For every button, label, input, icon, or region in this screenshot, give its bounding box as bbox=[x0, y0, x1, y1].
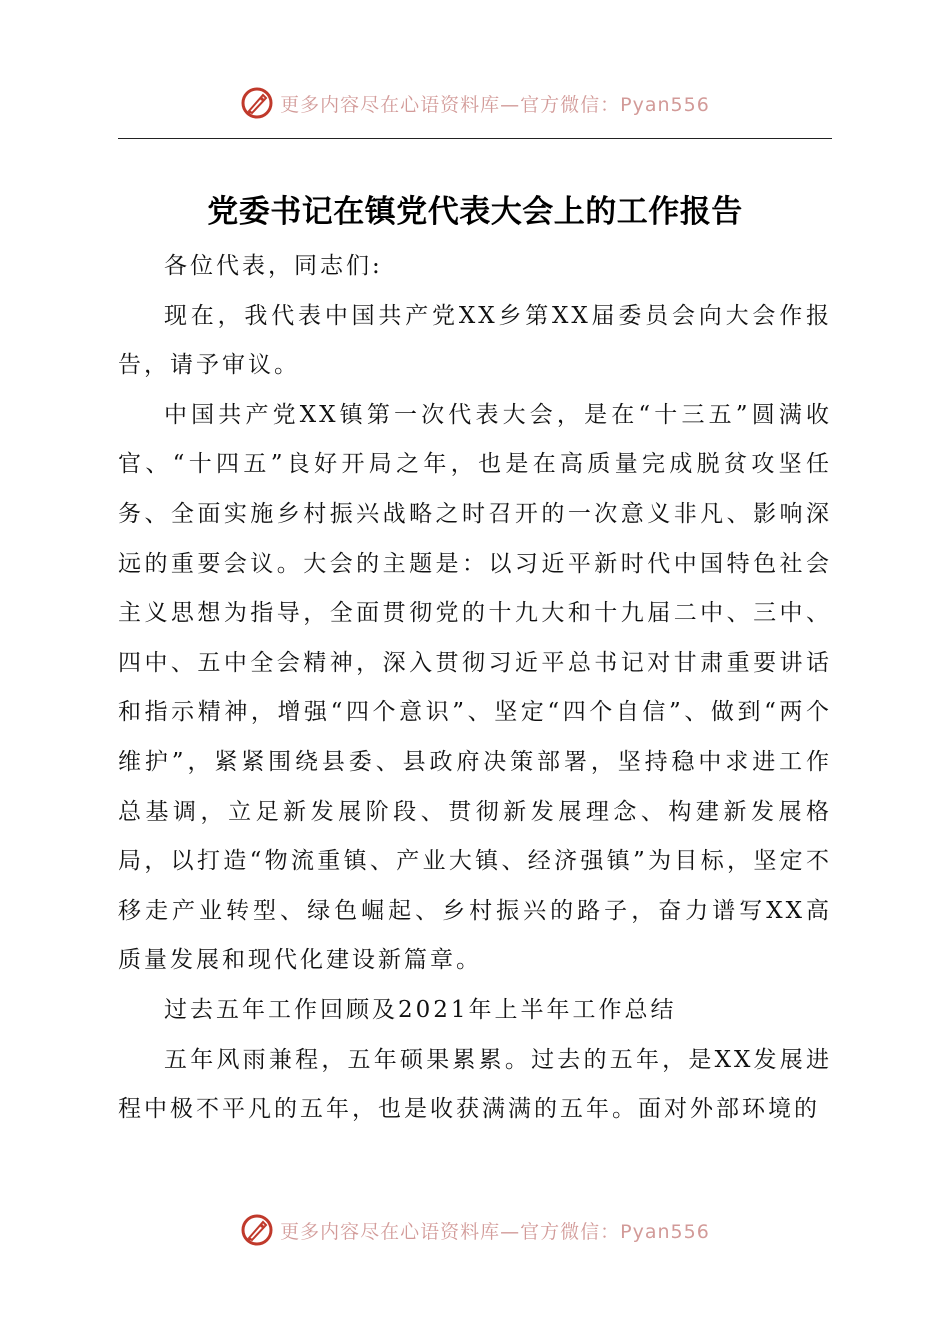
pen-nib-logo-icon bbox=[240, 86, 274, 120]
document-body bbox=[118, 242, 832, 1135]
paragraph-review: 五年风雨兼程，五年硕果累累。过去的五年，是XX发展进程中极不平凡的五年，也是收获满满的五年。面对外部环境的 bbox=[118, 1046, 832, 1123]
header-banner-text: 更多内容尽在心语资料库—官方微信：Pyan556 bbox=[280, 93, 710, 116]
document-title: 党委书记在镇党代表大会上的工作报告 bbox=[207, 194, 743, 230]
paragraph-theme: 中国共产党XX镇第一次代表大会，是在“十三五”圆满收官、“十四五”良好开局之年，也是在高质量完成脱贫攻坚任务、全面实施乡村振兴战略之时召开的一次意义非凡、影响深远的重要会议。大会的主题是：以习近平新时代中国特色社会主义思想为指导，全面贯彻党的十九大和十九届二中、三中、四中、五中全会精神，深入贯彻习近平总书记对甘肃重要讲话和指示精神，增强“四个意识”、坚定“四个自信”、做到“两个维护”，紧紧围绕县委、县政府决策部署，坚持稳中求进工作总基调，立足新发展阶段、贯彻新发展理念、构建新发展格局，以打造“物流重镇、产业大镇、经济强镇”为目标，坚定不移走产业转型、绿色崛起、乡村振兴的路子，奋力谱写XX高质量发展和现代化建设新篇章。 bbox=[118, 401, 832, 974]
header-banner bbox=[0, 83, 950, 123]
footer-banner bbox=[0, 1210, 950, 1250]
paragraph-intro: 现在，我代表中国共产党XX乡第XX届委员会向大会作报告，请予审议。 bbox=[118, 302, 832, 379]
footer-banner-text: 更多内容尽在心语资料库—官方微信：Pyan556 bbox=[280, 1220, 710, 1243]
paragraph-salutation: 各位代表，同志们: bbox=[164, 253, 383, 279]
section-heading: 过去五年工作回顾及2021年上半年工作总结 bbox=[164, 996, 677, 1023]
header-divider bbox=[118, 138, 832, 139]
pen-nib-logo-icon bbox=[240, 1213, 274, 1247]
